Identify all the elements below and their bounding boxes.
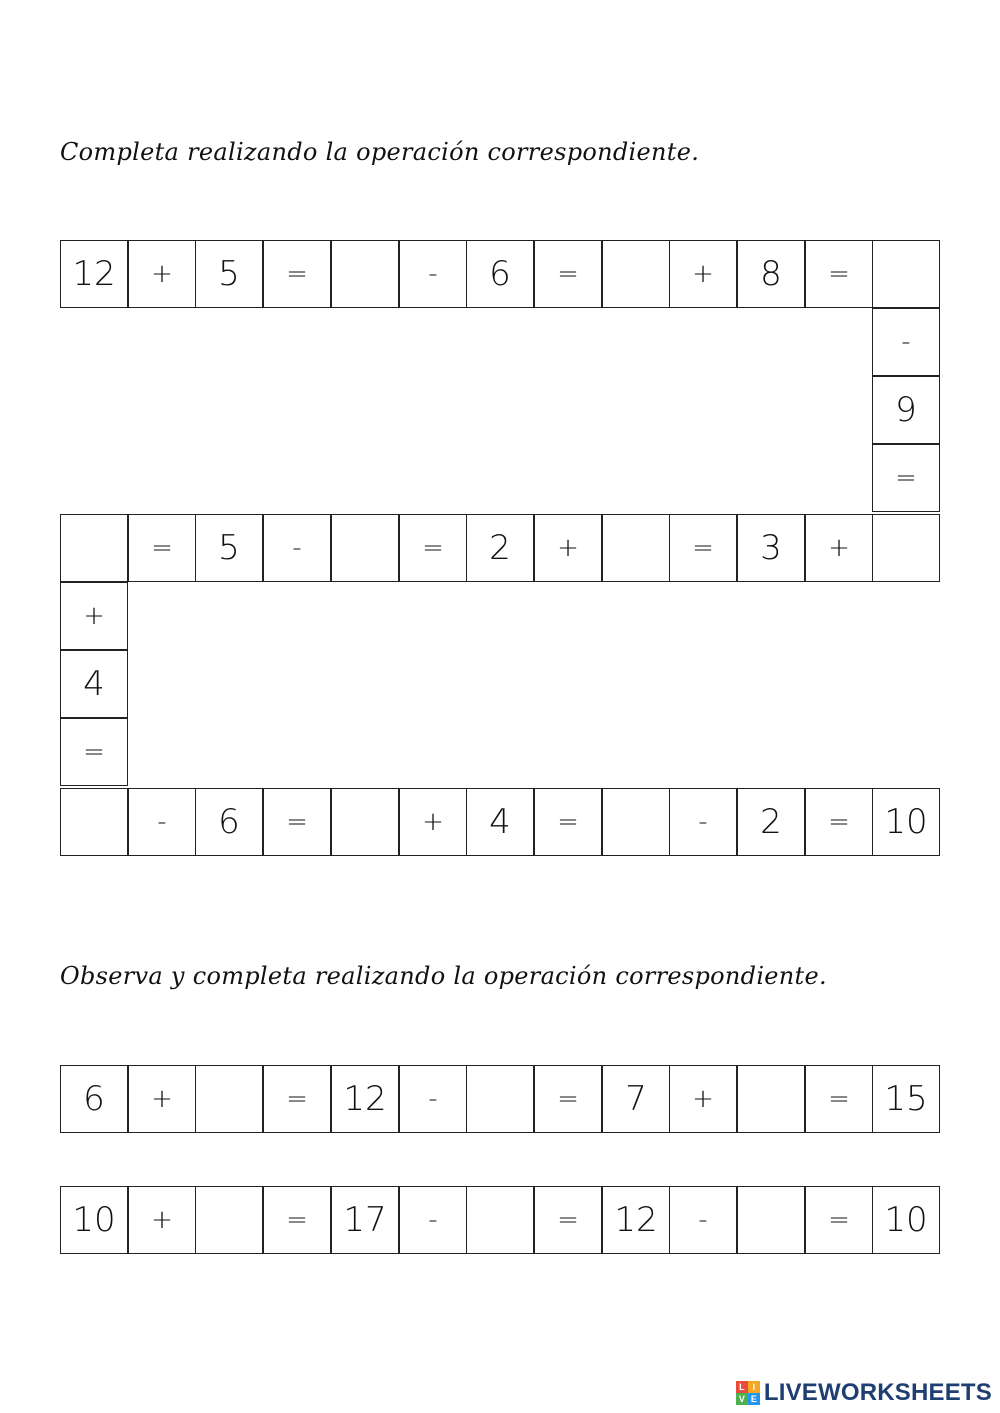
logo-letter-v: V (736, 1393, 748, 1405)
ex1-right-col-1-cell: - (872, 308, 940, 376)
ex1-row1-1-cell: 12 (60, 240, 128, 308)
ex1-row1-12-cell: = (805, 240, 873, 308)
ex2-row1-3-answer-box[interactable] (195, 1065, 263, 1133)
ex2-row2-3-answer-box[interactable] (195, 1186, 263, 1254)
ex1-row2-6-cell: = (399, 514, 467, 582)
ex2-row2-6-cell: - (399, 1186, 467, 1254)
ex1-left-col-3-cell: = (60, 718, 128, 786)
ex1-row1-3-cell: 5 (195, 240, 263, 308)
ex1-row2-8-cell: + (534, 514, 602, 582)
ex2-row2-13-cell: 10 (872, 1186, 940, 1254)
ex2-row1-9-cell: 7 (602, 1065, 670, 1133)
ex1-row3-8-cell: = (534, 788, 602, 856)
ex2-row2-7-answer-box[interactable] (466, 1186, 534, 1254)
ex1-row1-4-cell: = (263, 240, 331, 308)
ex1-row3-6-cell: + (399, 788, 467, 856)
ex1-row3-5-answer-box[interactable] (331, 788, 399, 856)
ex1-row3-1-answer-box[interactable] (60, 788, 128, 856)
ex2-row1-6-cell: - (399, 1065, 467, 1133)
ex1-row2-2-cell: = (128, 514, 196, 582)
ex1-row3-3-cell: 6 (195, 788, 263, 856)
ex2-row1-13-cell: 15 (872, 1065, 940, 1133)
ex1-row2-12-cell: + (805, 514, 873, 582)
ex1-row2-1-answer-box[interactable] (60, 514, 128, 582)
ex1-row1-6-cell: - (399, 240, 467, 308)
ex1-row3-12-cell: = (805, 788, 873, 856)
ex1-row2-7-cell: 2 (466, 514, 534, 582)
ex1-row1-2-cell: + (128, 240, 196, 308)
instruction-exercise-1: Completa realizando la operación correspondiente. (60, 138, 700, 166)
ex2-row2-11-answer-box[interactable] (737, 1186, 805, 1254)
ex2-row2-12-cell: = (805, 1186, 873, 1254)
instruction-exercise-2: Observa y completa realizando la operación correspondiente. (60, 962, 827, 990)
ex2-row2-1-cell: 10 (60, 1186, 128, 1254)
ex1-row1-5-answer-box[interactable] (331, 240, 399, 308)
ex1-row1-10-cell: + (669, 240, 737, 308)
ex1-row1-7-cell: 6 (466, 240, 534, 308)
ex2-row2-9-cell: 12 (602, 1186, 670, 1254)
ex1-row2-4-cell: - (263, 514, 331, 582)
ex2-row1-4-cell: = (263, 1065, 331, 1133)
ex1-row1-13-answer-box[interactable] (872, 240, 940, 308)
ex1-row3-7-cell: 4 (466, 788, 534, 856)
ex1-right-col-3-cell: = (872, 444, 940, 512)
logo-letter-l: L (736, 1381, 748, 1393)
ex2-row1-5-cell: 12 (331, 1065, 399, 1133)
ex1-row1-9-answer-box[interactable] (602, 240, 670, 308)
ex1-row2-5-answer-box[interactable] (331, 514, 399, 582)
ex1-left-col-1-cell: + (60, 582, 128, 650)
ex1-row3-11-cell: 2 (737, 788, 805, 856)
ex2-row1-1-cell: 6 (60, 1065, 128, 1133)
ex2-row1-7-answer-box[interactable] (466, 1065, 534, 1133)
ex2-row1-12-cell: = (805, 1065, 873, 1133)
ex1-row3-9-answer-box[interactable] (602, 788, 670, 856)
ex1-row3-13-cell: 10 (872, 788, 940, 856)
ex1-row1-11-cell: 8 (737, 240, 805, 308)
ex2-row2-2-cell: + (128, 1186, 196, 1254)
ex2-row2-4-cell: = (263, 1186, 331, 1254)
logo-letter-e: E (748, 1393, 760, 1405)
liveworksheets-logo (736, 1379, 992, 1407)
ex1-row1-8-cell: = (534, 240, 602, 308)
liveworksheets-wordmark: LIVEWORKSHEETS (763, 1379, 992, 1406)
liveworksheets-icon (736, 1381, 760, 1405)
ex2-row2-10-cell: - (669, 1186, 737, 1254)
ex1-left-col-2-cell: 4 (60, 650, 128, 718)
ex1-row2-13-answer-box[interactable] (872, 514, 940, 582)
ex1-row2-3-cell: 5 (195, 514, 263, 582)
ex2-row1-10-cell: + (669, 1065, 737, 1133)
ex1-row3-10-cell: - (669, 788, 737, 856)
logo-letter-i: I (748, 1381, 760, 1393)
ex2-row1-8-cell: = (534, 1065, 602, 1133)
ex1-row2-11-cell: 3 (737, 514, 805, 582)
ex1-row2-10-cell: = (669, 514, 737, 582)
ex2-row2-5-cell: 17 (331, 1186, 399, 1254)
ex2-row2-8-cell: = (534, 1186, 602, 1254)
ex1-row3-4-cell: = (263, 788, 331, 856)
ex1-row2-9-answer-box[interactable] (602, 514, 670, 582)
ex1-row3-2-cell: - (128, 788, 196, 856)
ex2-row1-11-answer-box[interactable] (737, 1065, 805, 1133)
ex1-right-col-2-cell: 9 (872, 376, 940, 444)
ex2-row1-2-cell: + (128, 1065, 196, 1133)
